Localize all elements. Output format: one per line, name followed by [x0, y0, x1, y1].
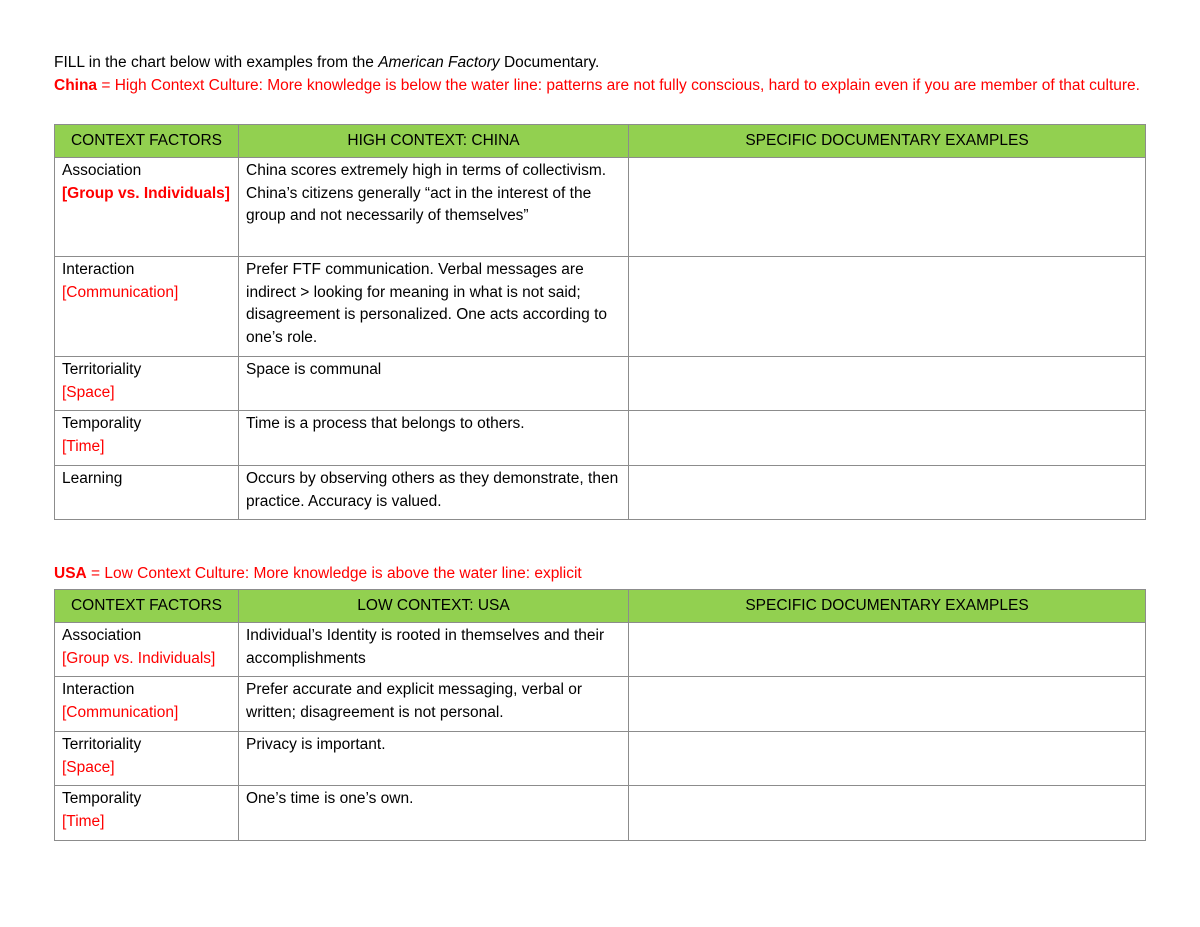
factor-cell — [55, 158, 239, 257]
factor-label: Learning — [62, 470, 123, 487]
example-cell[interactable] — [629, 158, 1146, 257]
factor-sublabel: [Time] — [62, 812, 105, 830]
table-row — [55, 623, 1146, 677]
china-description: = High Context Culture: More knowledge is below the water line: patterns are not fully conscious, hard to explain even if you are member of that culture. — [97, 76, 1140, 94]
factor-sublabel: [Group vs. Individuals] — [62, 184, 230, 202]
table-row — [55, 732, 1146, 786]
factor-label: Association — [62, 627, 142, 644]
column-header-examples: SPECIFIC DOCUMENTARY EXAMPLES — [629, 125, 1146, 158]
description-cell: Occurs by observing others as they demonstrate, then practice. Accuracy is valued. — [239, 466, 629, 520]
factor-label: Association — [62, 162, 142, 179]
factor-cell — [55, 677, 239, 732]
china-label: China — [54, 76, 98, 94]
china-context-table — [54, 124, 1146, 520]
description-cell: Prefer accurate and explicit messaging, verbal or written; disagreement is not personal. — [239, 677, 629, 732]
factor-label: Interaction — [62, 681, 135, 698]
factor-sublabel: [Communication] — [62, 283, 179, 301]
table-row — [55, 411, 1146, 466]
factor-label: Temporality — [62, 415, 142, 432]
description-cell: Space is communal — [239, 357, 629, 411]
usa-description: = Low Context Culture: More knowledge is above the water line: explicit — [86, 565, 582, 582]
description-cell: China scores extremely high in terms of collectivism. China’s citizens generally “act in the interest of the group and not necessarily of themselves” — [239, 158, 629, 257]
example-cell[interactable] — [629, 357, 1146, 411]
example-cell[interactable] — [629, 623, 1146, 677]
example-cell[interactable] — [629, 677, 1146, 732]
example-cell[interactable] — [629, 411, 1146, 466]
example-cell[interactable] — [629, 732, 1146, 786]
column-header-examples: SPECIFIC DOCUMENTARY EXAMPLES — [629, 590, 1146, 623]
table-row — [55, 158, 1146, 257]
documentary-title: American Factory — [378, 54, 500, 71]
factor-label: Temporality — [62, 790, 142, 807]
factor-sublabel: [Group vs. Individuals] — [62, 649, 216, 667]
example-cell[interactable] — [629, 466, 1146, 520]
factor-cell — [55, 411, 239, 466]
description-cell: Privacy is important. — [239, 732, 629, 786]
factor-sublabel: [Communication] — [62, 703, 179, 721]
description-cell: One’s time is one’s own. — [239, 786, 629, 841]
instruction-line — [54, 52, 1154, 75]
column-header-context: HIGH CONTEXT: CHINA — [239, 125, 629, 158]
factor-sublabel: [Space] — [62, 758, 115, 776]
table-row — [55, 357, 1146, 411]
usa-label: USA — [54, 565, 87, 582]
example-cell[interactable] — [629, 786, 1146, 841]
usa-context-table — [54, 589, 1146, 841]
instruction-text: FILL in the chart below with examples from the — [54, 54, 379, 71]
factor-label: Territoriality — [62, 736, 142, 753]
column-header-factors: CONTEXT FACTORS — [55, 125, 239, 158]
column-header-factors: CONTEXT FACTORS — [55, 590, 239, 623]
factor-cell — [55, 732, 239, 786]
factor-cell — [55, 623, 239, 677]
table-header-row — [55, 590, 1146, 623]
factor-label: Interaction — [62, 261, 135, 278]
factor-cell — [55, 357, 239, 411]
table-row — [55, 466, 1146, 520]
usa-heading — [54, 563, 582, 585]
description-cell: Individual’s Identity is rooted in themselves and their accomplishments — [239, 623, 629, 677]
column-header-context: LOW CONTEXT: USA — [239, 590, 629, 623]
factor-sublabel: [Space] — [62, 383, 115, 401]
instruction-suffix: Documentary. — [499, 54, 600, 71]
table-header-row — [55, 125, 1146, 158]
example-cell[interactable] — [629, 257, 1146, 357]
table-row — [55, 257, 1146, 357]
factor-label: Territoriality — [62, 361, 142, 378]
factor-sublabel: [Time] — [62, 437, 105, 455]
china-heading — [54, 75, 1154, 98]
description-cell: Time is a process that belongs to others. — [239, 411, 629, 466]
factor-cell — [55, 257, 239, 357]
intro-block — [54, 52, 1154, 97]
factor-cell — [55, 786, 239, 841]
description-cell: Prefer FTF communication. Verbal messages are indirect > looking for meaning in what is not said; disagreement is personalized. One acts according to one’s role. — [239, 257, 629, 357]
factor-cell — [55, 466, 239, 520]
table-row — [55, 786, 1146, 841]
table-row — [55, 677, 1146, 732]
